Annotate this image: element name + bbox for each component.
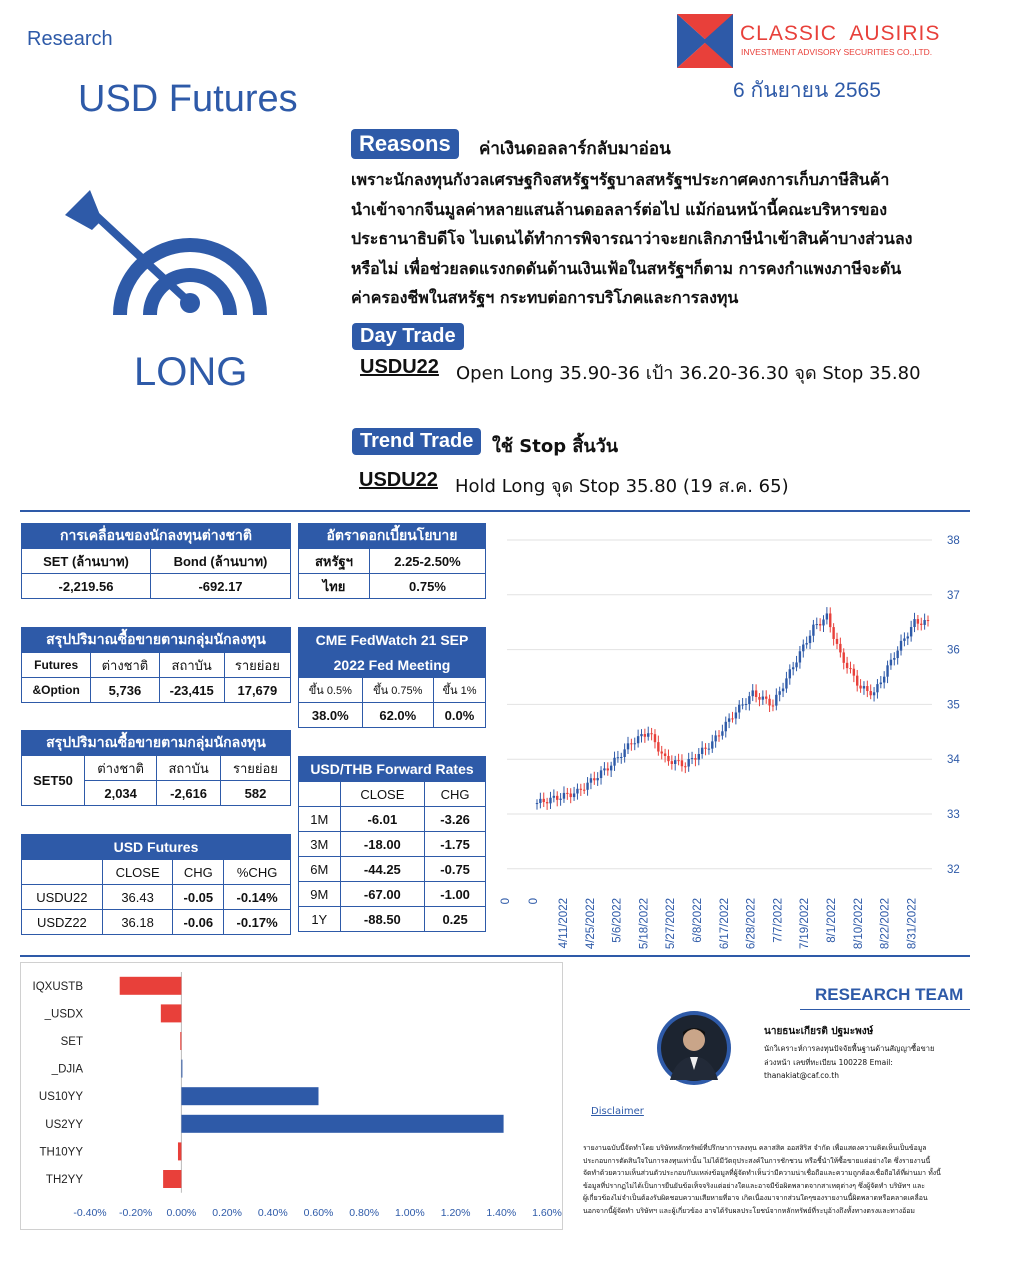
reasons-headline: ค่าเงินดอลลาร์กลับมาอ่อน xyxy=(479,139,671,159)
bar xyxy=(178,1142,181,1160)
table-header: สถาบัน xyxy=(157,756,221,781)
candle-body xyxy=(650,733,652,734)
table-cell: -0.05 xyxy=(173,885,224,910)
candle-body xyxy=(580,789,582,790)
candle-body xyxy=(620,757,622,758)
table-header: CLOSE xyxy=(102,860,173,885)
candle-body xyxy=(843,652,845,662)
table-cell: -1.00 xyxy=(425,882,486,907)
candle-body xyxy=(704,748,706,749)
candle-body xyxy=(805,643,807,644)
candle-body xyxy=(920,624,922,625)
candle-body xyxy=(627,743,629,749)
table-cell: -18.00 xyxy=(340,832,425,857)
table-header: สถาบัน xyxy=(159,653,224,678)
candle-body xyxy=(745,704,747,705)
candle-body xyxy=(593,778,595,780)
research-team-title: RESEARCH TEAM xyxy=(815,985,964,1004)
candle-body xyxy=(785,678,787,688)
x-date-label: 7/7/2022 xyxy=(772,898,785,943)
table-cell: สหรัฐฯ xyxy=(299,549,370,574)
table-header: CHG xyxy=(173,860,224,885)
candle-body xyxy=(927,620,929,621)
candle-body xyxy=(630,743,632,744)
x-tick-label: 0.60% xyxy=(303,1207,334,1219)
candle-body xyxy=(873,692,875,695)
table-cell: 5,736 xyxy=(91,678,159,703)
trend-trade-badge: Trend Trade xyxy=(352,428,481,455)
candle-body xyxy=(536,803,538,804)
bar-category-label: _DJIA xyxy=(51,1063,83,1076)
disclaimer-line: จัดทำด้วยความเห็นส่วนตัวประกอบกับแหล่งข้อมูลที่ผู้จัดทำเห็นว่ามีความน่าเชื่อถือและความถูกต้องเชื่อถือได้ที่ผ่านมา ทั้งนี้ xyxy=(583,1169,941,1177)
candle-body xyxy=(839,644,841,653)
candle-body xyxy=(809,636,811,643)
x-date-label: 7/19/2022 xyxy=(799,898,812,950)
reasons-line: หรือไม่ เพื่อช่วยลดแรงกดดันด้านเงินเฟ้อในสหรัฐฯก็ตาม การคงกำแพงภาษีจะดัน xyxy=(351,258,902,278)
disclaimer-link[interactable]: Disclaimer xyxy=(591,1106,644,1117)
candle-body xyxy=(718,735,720,736)
x-tick-label: 0.00% xyxy=(166,1207,197,1219)
trend-trade-symbol: USDU22 xyxy=(359,469,438,491)
disclaimer-line: นอกจากนี้ผู้จัดทำ บริษัทฯ และผู้เกี่ยวข้อง อาจได้รับผลประโยชน์จากหลักทรัพย์ที่ระบุอ้างถึงทั้งทางตรงและทางอ้อม xyxy=(583,1206,915,1215)
candle-body xyxy=(556,796,558,800)
candle-body xyxy=(799,651,801,662)
y-tick-label: 32 xyxy=(947,863,960,876)
table-cell: -2,219.56 xyxy=(22,574,151,599)
table-cell: -2,616 xyxy=(157,781,221,806)
table-header: ขึ้น 0.75% xyxy=(362,678,433,703)
x-tick-label: 0.20% xyxy=(212,1207,242,1219)
reasons-line: ประธานาธิบดีโจ ไบเดนได้ทำการพิจารณาว่าจะยกเลิกภาษีนำเข้าสินค้าบางส่วนลง xyxy=(351,229,913,248)
table-cell: -0.14% xyxy=(224,885,291,910)
disclaimer-line: ผู้เกี่ยวข้องไม่จำเป็นต้องรับผิดชอบความเสียหายที่อาจ เกิดเนื่องมาจากส่วนใดๆของรายงานนี้ผิดพลาดหรือคลาดเคลื่อน xyxy=(583,1194,928,1202)
candle-body xyxy=(907,636,909,638)
candle-body xyxy=(778,691,780,695)
avatar xyxy=(656,1010,732,1086)
candle-body xyxy=(775,695,777,706)
x-tick-label: 1.40% xyxy=(486,1207,517,1219)
bar-category-label: _USDX xyxy=(44,1008,83,1021)
row-label: &Option xyxy=(22,678,91,703)
x-date-label: 0 xyxy=(500,898,512,905)
table-cell: -0.06 xyxy=(173,910,224,935)
x-date-label: 8/22/2022 xyxy=(879,898,892,950)
y-tick-label: 33 xyxy=(947,809,960,821)
reasons-body xyxy=(351,165,912,313)
candle-body xyxy=(886,665,888,676)
candle-body xyxy=(566,793,568,794)
candle-body xyxy=(735,712,737,718)
candle-body xyxy=(822,620,824,626)
reasons-line: นำเข้าจากจีนมูลค่าหลายแสนล้านดอลลาร์ต่อไป แม้ก่อนหน้านี้คณะบริหารของ xyxy=(351,199,887,219)
day-trade-badge: Day Trade xyxy=(352,323,464,350)
futures-summary-title: สรุปปริมาณซื้อขายตามกลุ่มนักลงทุน xyxy=(22,628,291,653)
candle-body xyxy=(687,759,689,767)
candle-body xyxy=(816,624,818,625)
candle-body xyxy=(772,705,774,706)
bar-category-label: IQXUSTB xyxy=(32,980,83,993)
candle-body xyxy=(647,733,649,737)
candle-body xyxy=(752,690,754,696)
candle-body xyxy=(607,768,609,770)
candle-body xyxy=(731,718,733,719)
candle-body xyxy=(836,639,838,644)
x-tick-label: 0.80% xyxy=(349,1207,380,1219)
table-cell: -23,415 xyxy=(159,678,224,703)
candle-body xyxy=(755,690,757,697)
candle-body xyxy=(671,761,673,764)
candle-body xyxy=(893,658,895,660)
candle-body xyxy=(829,613,831,627)
page-title: USD Futures xyxy=(78,78,298,120)
set50-summary-title: สรุปปริมาณซื้อขายตามกลุ่มนักลงทุน xyxy=(22,731,291,756)
row-label: SET50 xyxy=(22,756,85,806)
y-tick-label: 34 xyxy=(947,754,960,767)
table-cell: 3M xyxy=(299,832,341,857)
candle-body xyxy=(758,697,760,700)
candle-body xyxy=(617,757,619,758)
day-trade-text: Open Long 35.90-36 เป้า 36.20-36.30 จุด Stop 35.80 xyxy=(456,363,921,384)
candle-body xyxy=(762,697,764,700)
y-tick-label: 38 xyxy=(947,535,960,547)
candle-body xyxy=(586,783,588,790)
candle-body xyxy=(725,722,727,731)
candle-body xyxy=(640,734,642,736)
candle-body xyxy=(890,660,892,666)
candle-body xyxy=(789,669,791,678)
candle-body xyxy=(559,799,561,800)
table-header: รายย่อย xyxy=(224,653,290,678)
table-cell: 582 xyxy=(220,781,290,806)
set50-summary-table xyxy=(21,730,291,806)
candle-body xyxy=(896,651,898,658)
report-date: 6 กันยายน 2565 xyxy=(733,79,881,102)
candle-body xyxy=(570,794,572,798)
candle-body xyxy=(876,684,878,692)
candle-body xyxy=(869,691,871,695)
candle-body xyxy=(856,676,858,686)
fedwatch-title: CME FedWatch 21 SEP xyxy=(299,628,486,653)
candle-body xyxy=(738,705,740,713)
candle-body xyxy=(792,667,794,669)
disclaimer-line: รายงานฉบับนี้จัดทำโดย บริษัทหลักทรัพย์ที่ปรึกษาการลงทุน คลาสสิค ออสสิริส จำกัด เพื่อแสดงความคิดเห็นเป็นข้อมูล xyxy=(583,1144,927,1152)
x-date-label: 6/17/2022 xyxy=(718,898,731,950)
y-tick-label: 36 xyxy=(947,644,960,657)
x-tick-label: 1.20% xyxy=(440,1207,471,1219)
candle-body xyxy=(600,770,602,778)
section-label: Research xyxy=(27,28,113,50)
analyst-email: thanakiat@caf.co.th xyxy=(764,1071,839,1080)
bar xyxy=(181,1060,182,1078)
candle-body xyxy=(748,696,750,704)
foreign-flow-title: การเคลื่อนของนักลงทุนต่างชาติ xyxy=(22,524,291,549)
candle-body xyxy=(654,734,656,742)
candle-body xyxy=(859,686,861,689)
table-header: SET (ล้านบาท) xyxy=(22,549,151,574)
table-cell: -0.17% xyxy=(224,910,291,935)
analyst-name: นายธนะเกียรติ ปฐมะพงษ์ xyxy=(764,1026,874,1037)
candle-body xyxy=(596,778,598,780)
table-cell: 6M xyxy=(299,857,341,882)
y-tick-label: 37 xyxy=(947,589,960,602)
candle-body xyxy=(677,760,679,761)
x-tick-label: 0.40% xyxy=(257,1207,288,1219)
table-header: ต่างชาติ xyxy=(91,653,159,678)
candle-body xyxy=(768,699,770,706)
bar xyxy=(161,1004,182,1022)
candle-body xyxy=(728,718,730,721)
bar-category-label: US10YY xyxy=(38,1091,83,1104)
candle-body xyxy=(583,790,585,791)
trend-trade-note: ใช้ Stop สิ้นวัน xyxy=(492,436,619,457)
bar xyxy=(181,1115,503,1133)
candle-body xyxy=(910,627,912,636)
forward-rates-table xyxy=(298,756,486,932)
table-header: %CHG xyxy=(224,860,291,885)
candle-body xyxy=(832,627,834,639)
table-cell: -67.00 xyxy=(340,882,425,907)
x-date-label: 8/10/2022 xyxy=(852,898,865,950)
x-tick-label: 1.60% xyxy=(532,1207,562,1219)
table-cell: -0.75 xyxy=(425,857,486,882)
candle-body xyxy=(923,620,925,625)
usd-futures-table xyxy=(21,834,291,935)
candle-body xyxy=(880,683,882,685)
disclaimer-line: ประกอบการตัดสินใจในการลงทุนเท่านั้น ไม่ได้มีวัตถุประสงค์ในการชักชวน หรือชี้นำให้ซื้อขายแต่อย่างใด ซึ่งรายงานนี้ xyxy=(583,1156,931,1165)
table-cell: -6.01 xyxy=(340,807,425,832)
candle-body xyxy=(812,625,814,636)
table-header: ต่างชาติ xyxy=(84,756,156,781)
table-header: CLOSE xyxy=(340,782,425,807)
table-header: รายย่อย xyxy=(220,756,290,781)
policy-rate-table xyxy=(298,523,486,599)
target-icon xyxy=(60,185,270,325)
table-cell: 1M xyxy=(299,807,341,832)
bar xyxy=(163,1170,181,1188)
candle-body xyxy=(701,748,703,754)
x-date-label: 6/8/2022 xyxy=(692,898,704,943)
candle-body xyxy=(674,760,676,764)
candle-body xyxy=(782,689,784,692)
table-cell: -88.50 xyxy=(340,907,425,932)
candle-body xyxy=(634,743,636,744)
candle-body xyxy=(644,734,646,737)
x-date-label: 0 xyxy=(528,898,540,905)
y-tick-label: 35 xyxy=(947,699,960,712)
candle-body xyxy=(664,753,666,755)
forward-rates-title: USD/THB Forward Rates xyxy=(299,757,486,782)
candle-body xyxy=(549,798,551,804)
candle-body xyxy=(623,749,625,757)
table-header: ขึ้น 0.5% xyxy=(299,678,363,703)
candle-body xyxy=(883,677,885,683)
candle-body xyxy=(795,662,797,667)
company-logo xyxy=(677,14,733,68)
fedwatch-subtitle: 2022 Fed Meeting xyxy=(299,653,486,678)
reasons-badge: Reasons xyxy=(351,129,459,159)
table-cell: 36.43 xyxy=(102,885,173,910)
bar-chart xyxy=(20,962,563,1230)
candle-body xyxy=(866,686,868,691)
table-cell: 2.25-2.50% xyxy=(369,549,485,574)
candle-body xyxy=(714,735,716,741)
table-cell: 9M xyxy=(299,882,341,907)
candle-body xyxy=(913,619,915,627)
bar xyxy=(180,1032,181,1050)
row-label: Futures xyxy=(22,653,91,678)
table-cell: USDU22 xyxy=(22,885,103,910)
candle-body xyxy=(576,789,578,794)
policy-rate-title: อัตราดอกเบี้ยนโยบาย xyxy=(299,524,486,549)
futures-summary-table xyxy=(21,627,291,703)
bar-category-label: SET xyxy=(60,1036,83,1048)
table-header: ขึ้น 1% xyxy=(433,678,485,703)
candle-body xyxy=(613,758,615,766)
analyst-license: ล่วงหน้า เลขที่ทะเบียน 100228 Email: xyxy=(764,1058,893,1067)
table-cell: 0.75% xyxy=(369,574,485,599)
x-date-label: 4/25/2022 xyxy=(584,898,597,950)
candle-body xyxy=(590,778,592,782)
candle-body xyxy=(917,619,919,624)
section-divider xyxy=(20,955,970,957)
candle-body xyxy=(708,749,710,750)
table-cell: -692.17 xyxy=(150,574,290,599)
table-cell: 0.25 xyxy=(425,907,486,932)
candle-body xyxy=(563,793,565,799)
foreign-flow-table xyxy=(21,523,291,599)
candle-body xyxy=(553,796,555,798)
candlestick-chart xyxy=(495,520,975,950)
candle-body xyxy=(543,799,545,802)
table-cell: 62.0% xyxy=(362,703,433,728)
company-name: CLASSIC AUSIRIS xyxy=(740,22,941,45)
x-date-label: 8/31/2022 xyxy=(906,898,919,950)
candle-body xyxy=(721,731,723,735)
table-cell: -44.25 xyxy=(340,857,425,882)
table-cell: 36.18 xyxy=(102,910,173,935)
candle-body xyxy=(684,766,686,767)
reasons-line: เพราะนักลงทุนกังวลเศรษฐกิจสหรัฐฯรัฐบาลสหรัฐฯประกาศคงการเก็บภาษีสินค้า xyxy=(351,170,890,189)
candle-body xyxy=(711,741,713,748)
reasons-line: ค่าครองชีพในสหรัฐฯ กระทบต่อการบริโภคและการลงทุน xyxy=(351,288,739,307)
table-cell: 38.0% xyxy=(299,703,363,728)
candle-body xyxy=(681,760,683,766)
trend-trade-text: Hold Long จุด Stop 35.80 (19 ส.ค. 65) xyxy=(455,476,789,497)
table-cell: USDZ22 xyxy=(22,910,103,935)
x-date-label: 8/1/2022 xyxy=(826,898,838,943)
candle-body xyxy=(903,638,905,640)
candle-body xyxy=(698,754,700,760)
candle-body xyxy=(610,766,612,771)
analyst-title: นักวิเคราะห์การลงทุนปัจจัยพื้นฐานด้านสัญญาซื้อขาย xyxy=(764,1044,935,1053)
candle-body xyxy=(741,704,743,705)
candle-body xyxy=(637,736,639,743)
candle-body xyxy=(849,668,851,669)
candle-body xyxy=(667,756,669,761)
table-cell: -3.26 xyxy=(425,807,486,832)
candle-body xyxy=(900,641,902,651)
candle-body xyxy=(846,663,848,668)
x-date-label: 5/27/2022 xyxy=(665,898,678,950)
disclaimer-line: ข้อมูลที่ปรากฏไม่ได้เป็นการยืนยันข้อเท็จจริงแต่อย่างใดและอาจมีข้อผิดพลาดจากสาเหตุต่างๆ ซึ่งผู้จัดทำ บริษัทฯ และ xyxy=(583,1181,925,1190)
x-tick-label: 1.00% xyxy=(395,1207,425,1219)
company-subtitle: INVESTMENT ADVISORY SECURITIES CO.,LTD. xyxy=(741,47,933,57)
table-header: Bond (ล้านบาท) xyxy=(150,549,290,574)
bar-category-label: TH10YY xyxy=(39,1146,83,1159)
bar xyxy=(120,977,182,995)
disclaimer-text xyxy=(583,1142,941,1217)
section-divider xyxy=(20,510,970,512)
candle-body xyxy=(573,793,575,797)
candle-body xyxy=(539,799,541,803)
x-date-label: 4/11/2022 xyxy=(558,898,570,949)
signal-label: LONG xyxy=(134,350,248,394)
bar-category-label: US2YY xyxy=(45,1118,83,1131)
bar-category-label: TH2YY xyxy=(45,1174,83,1186)
candle-body xyxy=(765,697,767,699)
day-trade-symbol: USDU22 xyxy=(360,356,439,378)
x-date-label: 5/6/2022 xyxy=(611,898,624,943)
candle-body xyxy=(603,768,605,770)
research-team-rule xyxy=(800,1009,970,1010)
candle-body xyxy=(691,758,693,759)
table-header: CHG xyxy=(425,782,486,807)
x-date-label: 5/18/2022 xyxy=(638,898,651,950)
candle-body xyxy=(826,613,828,619)
candle-body xyxy=(802,645,804,652)
candle-body xyxy=(819,624,821,625)
fedwatch-table xyxy=(298,627,486,728)
table-cell: -1.75 xyxy=(425,832,486,857)
candle-body xyxy=(661,752,663,754)
table-cell: 0.0% xyxy=(433,703,485,728)
candle-body xyxy=(853,669,855,676)
usd-futures-title: USD Futures xyxy=(22,835,291,860)
candle-body xyxy=(694,758,696,760)
candle-body xyxy=(863,686,865,688)
bar xyxy=(181,1087,318,1105)
table-cell: ไทย xyxy=(299,574,370,599)
table-cell: 17,679 xyxy=(224,678,290,703)
candle-body xyxy=(657,742,659,751)
candle-body xyxy=(546,802,548,803)
x-tick-label: -0.20% xyxy=(119,1207,153,1219)
x-date-label: 6/28/2022 xyxy=(745,898,758,950)
table-cell: 1Y xyxy=(299,907,341,932)
table-cell: 2,034 xyxy=(84,781,156,806)
x-tick-label: -0.40% xyxy=(73,1207,107,1219)
